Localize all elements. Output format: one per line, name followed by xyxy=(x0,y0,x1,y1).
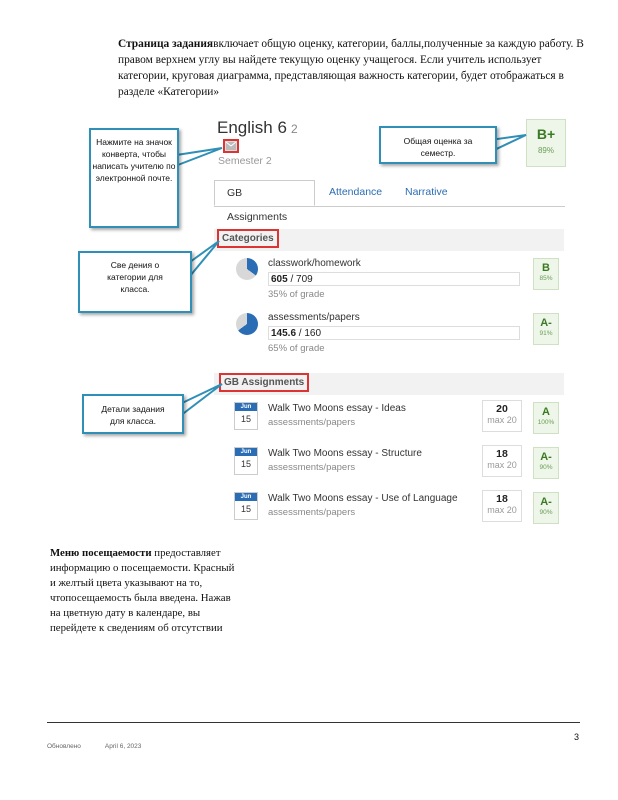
score-max: max 20 xyxy=(487,415,517,425)
assignment-title[interactable]: Walk Two Moons essay - Structure xyxy=(268,448,422,459)
footer-label: Обновлено xyxy=(47,743,81,750)
assignment-percent: 90% xyxy=(539,464,553,471)
callout-overall-grade: Общая оценка за семестр. xyxy=(379,126,497,164)
assignment-category: assessments/papers xyxy=(268,462,356,473)
page-number: 3 xyxy=(574,732,580,742)
date-day: 15 xyxy=(240,459,251,469)
category-grade: A- xyxy=(540,317,552,329)
tab-attendance[interactable]: Attendance xyxy=(329,186,383,198)
overall-percent: 89% xyxy=(537,146,554,155)
assignment-grade: A xyxy=(542,406,550,418)
footer-divider xyxy=(47,722,580,723)
callout-envelope: Нажмите на значок конверта, чтобы написать учителю по электронной почте. xyxy=(89,128,179,228)
categories-header: Categories xyxy=(217,229,279,248)
score-max: max 20 xyxy=(487,460,517,470)
footer-date xyxy=(47,743,141,750)
assignment-category: assessments/papers xyxy=(268,507,356,518)
date-day: 15 xyxy=(240,504,251,514)
assignments-header: GB Assignments xyxy=(219,373,309,392)
score-value: 20 xyxy=(496,403,508,415)
callout-categories: Све дения о категории для класса. xyxy=(78,251,192,313)
category-points: 145.6 xyxy=(271,328,297,339)
intro-bold: Страница задания xyxy=(118,38,214,50)
assignment-grade: A- xyxy=(540,496,552,508)
category-weight: 65% of grade xyxy=(268,343,325,354)
category-total: / 709 xyxy=(287,274,313,285)
category-weight: 35% of grade xyxy=(268,289,325,300)
assignment-percent: 100% xyxy=(537,419,555,426)
assignment-title[interactable]: Walk Two Moons essay - Use of Language xyxy=(268,493,458,504)
category-percent: 91% xyxy=(539,330,553,337)
course-name: English 6 xyxy=(217,118,287,137)
category-grade: B xyxy=(542,262,550,274)
footer-date-value: April 6, 2023 xyxy=(104,743,142,750)
tab-narrative[interactable]: Narrative xyxy=(405,186,448,198)
attendance-text: предоставляет информацию о посещаемости. Красный и желтый цвета указывают на то, чтопосещаемость была введена. Нажав на цветную дату в календаре, вы перейдете к сведениям об отсутствии xyxy=(50,547,235,634)
tab-gb-assignments[interactable]: GB Assignments xyxy=(214,180,315,206)
overall-grade: B+ xyxy=(536,126,556,142)
assignment-percent: 90% xyxy=(539,509,553,516)
category-name: assessments/papers xyxy=(268,312,360,323)
attendance-paragraph xyxy=(50,546,240,636)
date-month: Jun xyxy=(235,493,257,501)
score-max: max 20 xyxy=(487,505,517,515)
category-percent: 85% xyxy=(539,275,553,282)
course-number: 2 xyxy=(290,122,298,136)
score-value: 18 xyxy=(496,493,508,505)
category-points: 605 xyxy=(271,274,288,285)
date-month: Jun xyxy=(235,448,257,456)
category-name: classwork/homework xyxy=(268,258,361,269)
assignment-title[interactable]: Walk Two Moons essay - Ideas xyxy=(268,403,406,414)
callout-assignments: Детали задания для класса. xyxy=(82,394,184,434)
date-day: 15 xyxy=(240,414,251,424)
category-total: / 160 xyxy=(296,328,322,339)
score-value: 18 xyxy=(496,448,508,460)
date-month: Jun xyxy=(235,403,257,411)
semester-label: Semester 2 xyxy=(218,155,272,167)
assignment-grade: A- xyxy=(540,451,552,463)
attendance-bold: Меню посещаемости xyxy=(50,547,152,559)
intro-text: включает общую оценку, категории, баллы,полученные за каждую работу. В правом верхнем углу вы найдете текущую оценку учащегося. Если учитель использует категории, круговая диаграмма, представляющая важность категории, будет отображаться в разделе «Категории» xyxy=(118,38,584,98)
assignment-category: assessments/papers xyxy=(268,417,356,428)
